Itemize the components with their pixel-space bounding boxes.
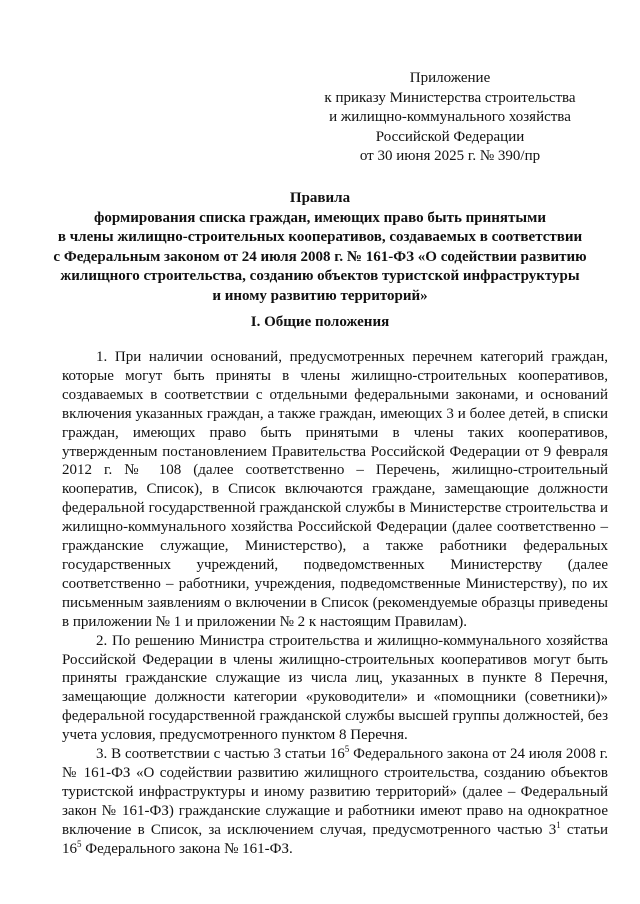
section-heading: I. Общие положения	[250, 314, 390, 330]
paragraph-1: 1. При наличии оснований, предусмотренных перечнем категорий граждан, которые могут быть приняты в члены жилищно-строительных кооперативов, создаваемых в соответствии с отдельными федеральными законами, и оснований включения указанных граждан, а также граждан, имеющих 3 и более детей, в списки граждан, имеющих право быть принятыми в члены таких кооперативов, утвержденным постановлением Правительства Российской Федерации от 9 февраля 2012 г. № 108 (далее соответственно – Перечень, жилищно-строительный кооператив, Список), в Список включаются граждане, замещающие должности федеральной государственной гражданской службы в Министерстве строительства и жилищно-коммунального хозяйства Российской Федерации (далее соответственно – гражданские служащие, Министерство), а также работники федеральных государственных учреждений, подведомственных Министерству (далее соответственно – работники, учреждения, подведомственные Министерству), по их письменным заявлениям о включении в Список (рекомендуемые образцы приведены в приложении № 1 и приложении № 2 к настоящим Правилам).	[62, 349, 608, 630]
title-line: жилищного строительства, созданию объектов туристской инфраструктуры	[60, 268, 580, 285]
paragraph-3	[62, 745, 608, 858]
annex-line: и жилищно-коммунального хозяйства	[329, 109, 571, 125]
paragraph-3-text: Федерального закона от 24 июля 2008 г. № 161-ФЗ «О содействии развитию жилищного строительства, созданию объектов туристской инфраструктуры и иному развитию территорий» (далее – Федеральный закон № 161-ФЗ) гражданские служащие и работники имеют право на однократное включение в Список, за исключением случая, предусмотренного частью 3	[62, 746, 608, 838]
document-title	[40, 189, 600, 307]
annex-line: Российской Федерации	[375, 128, 525, 145]
annex-line: к приказу Министерства строительства	[324, 89, 576, 106]
title-line: и иному развитию территорий»	[212, 287, 428, 304]
superscript: 5	[77, 838, 82, 849]
annex-line: Приложение	[409, 70, 491, 86]
title-line: в члены жилищно-строительных кооперативов, создаваемых в соответствии	[57, 229, 583, 246]
annex-line: от 30 июня 2025 г. № 390/пр	[359, 148, 541, 164]
document-body	[62, 348, 608, 858]
paragraph-2: 2. По решению Министра строительства и жилищно-коммунального хозяйства Российской Федерации в члены жилищно-строительных кооперативов могут быть приняты гражданские служащие из числа лиц, указанных в пункте 8 Перечня, замещающие должности категории «руководители» и «помощники (советники)» федеральной государственной гражданской службы высшей группы должностей, без учета условия, предусмотренного пунктом 8 Перечня.	[62, 632, 608, 744]
paragraph-3-text: Федерального закона № 161-ФЗ.	[81, 840, 293, 857]
paragraph-3-text: статьи 16	[62, 821, 608, 857]
annex-block	[300, 69, 600, 167]
superscript: 5	[344, 744, 350, 755]
paragraph-3-text: 3. В соответствии с частью 3 статьи 16	[96, 746, 345, 763]
title-line: формирования списка граждан, имеющих право быть принятыми	[94, 209, 546, 226]
title-line: с Федеральным законом от 24 июля 2008 г. № 161-ФЗ «О содействии развитию	[53, 248, 587, 265]
title-line: Правила	[289, 190, 351, 206]
superscript: 1	[556, 819, 561, 830]
